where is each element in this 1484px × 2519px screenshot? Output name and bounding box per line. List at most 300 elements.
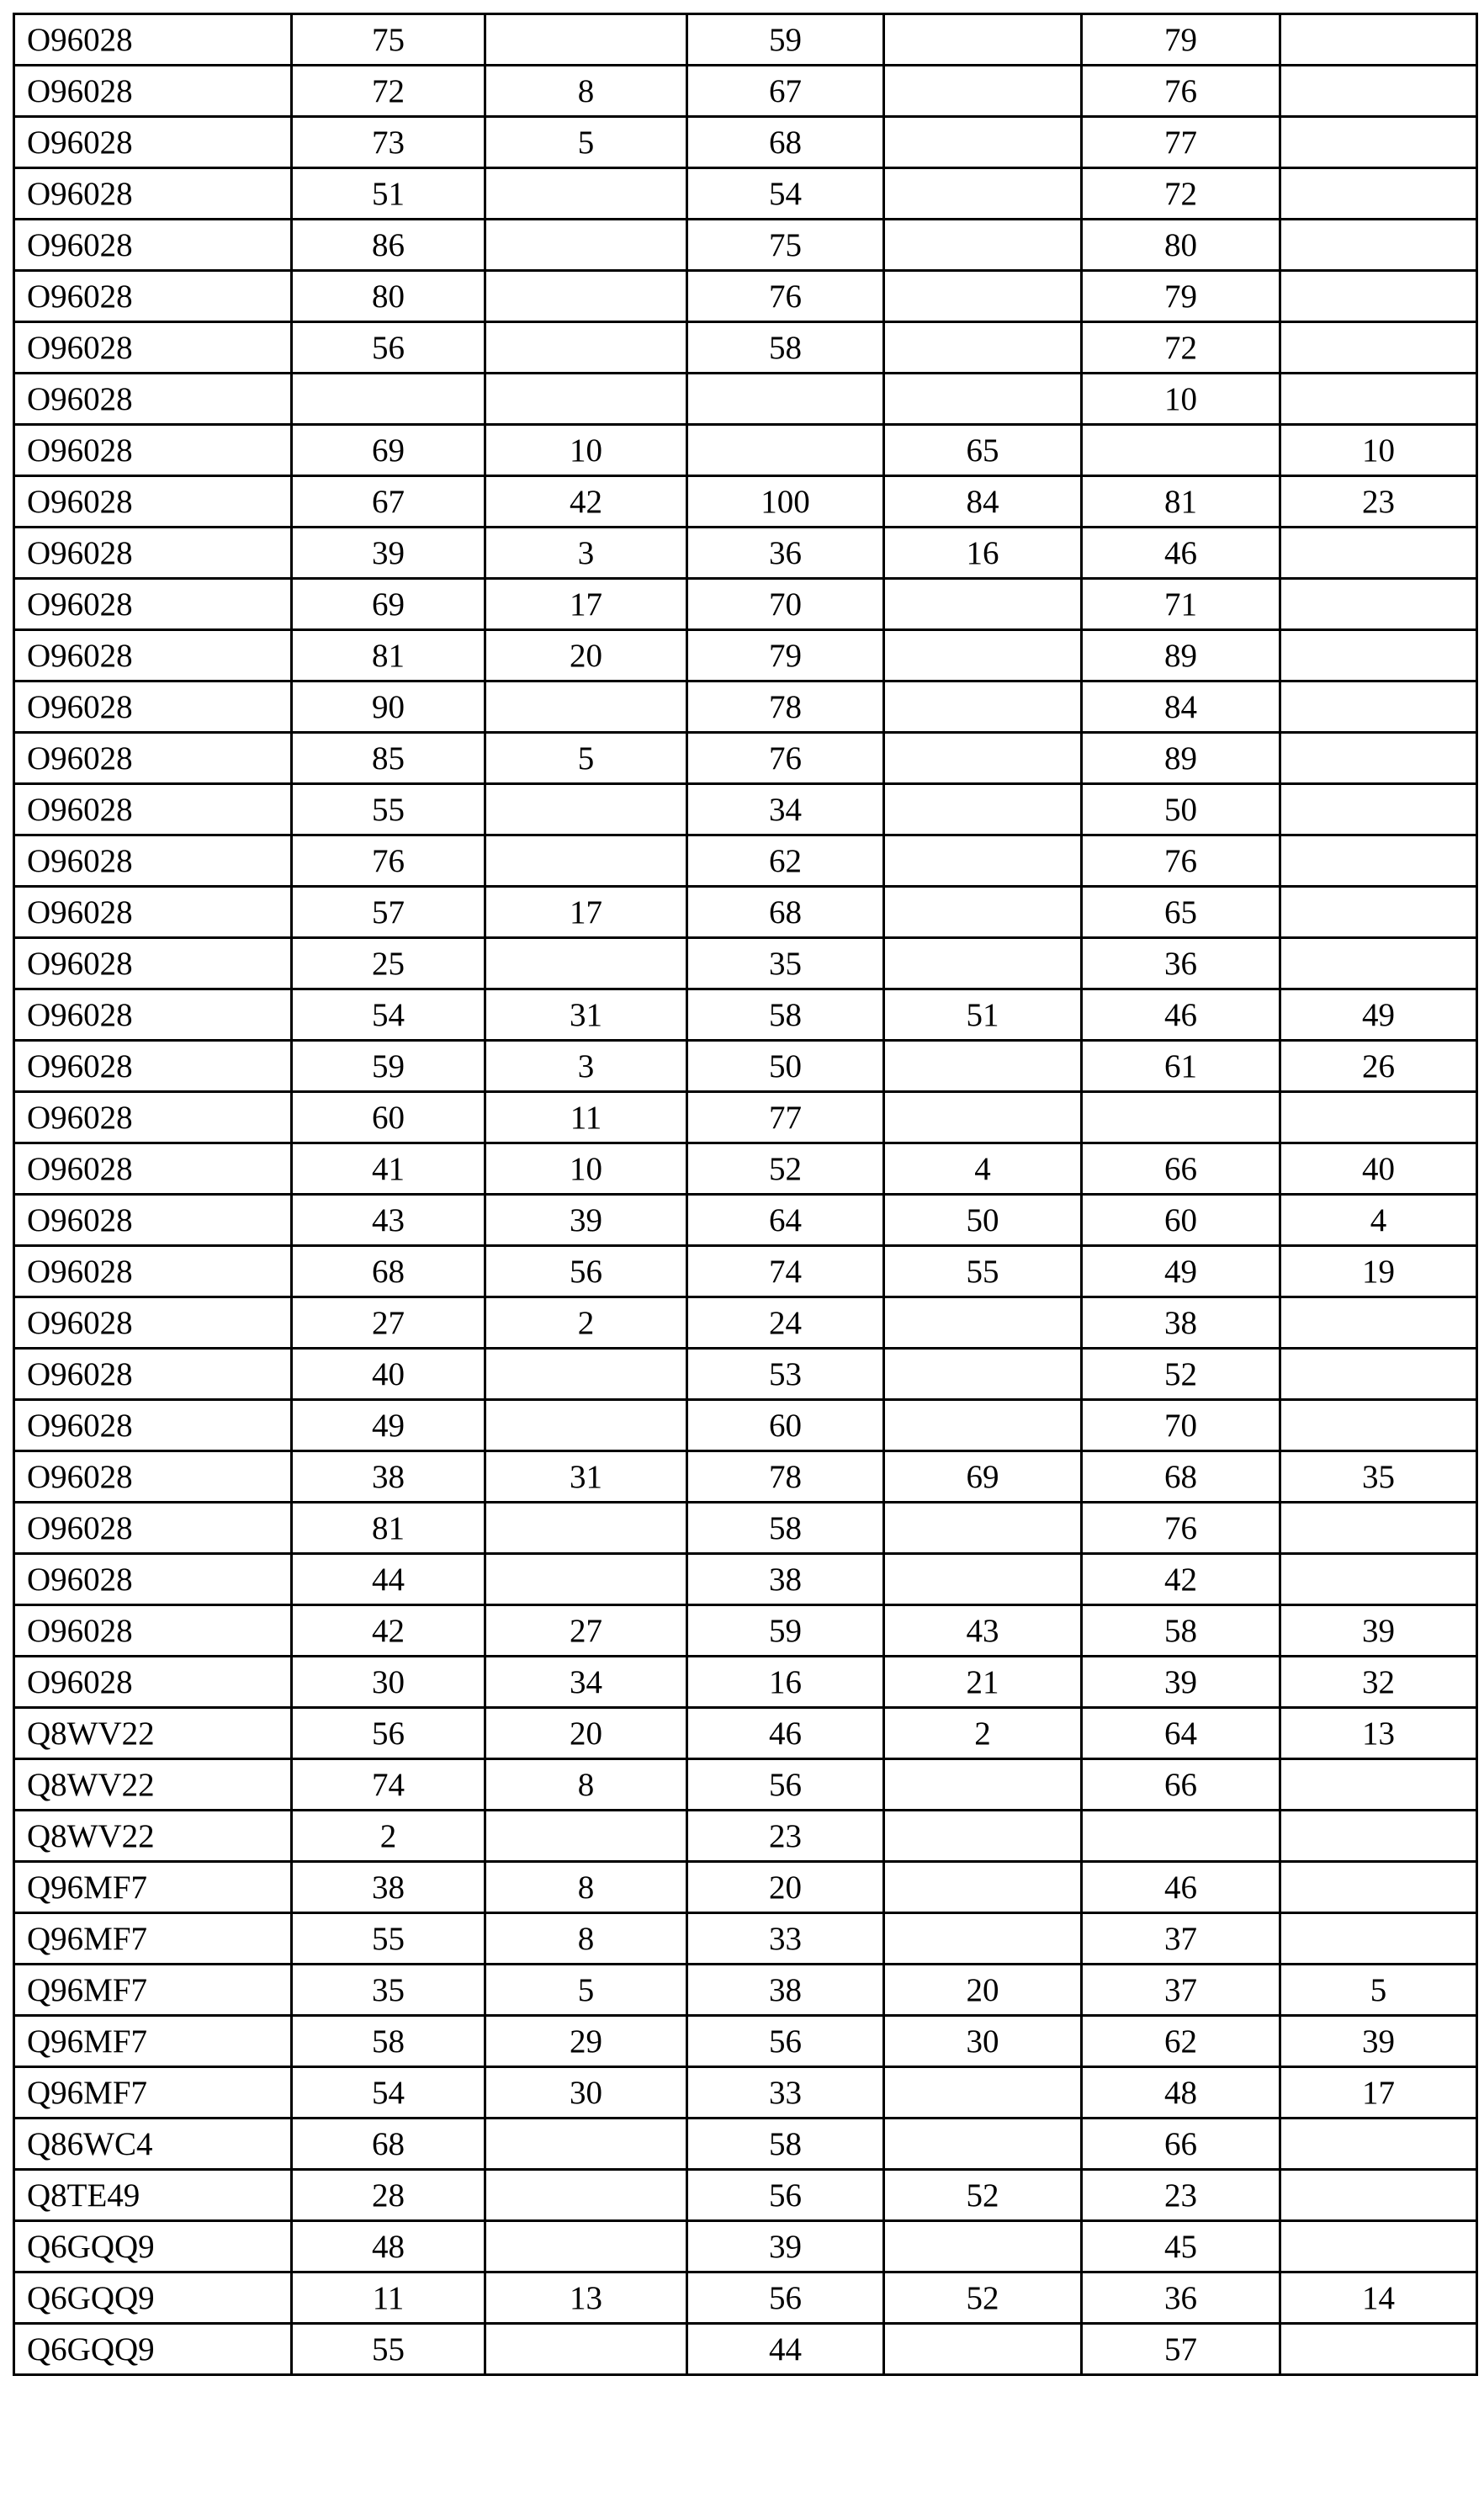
value-cell-col2: 27: [485, 1605, 687, 1657]
value-cell-col5: 65: [1082, 887, 1280, 938]
value-cell-col4: [884, 938, 1082, 989]
value-cell-col2: 39: [485, 1195, 687, 1246]
value-cell-col3: 58: [687, 322, 884, 374]
value-cell-col1: 28: [292, 2170, 485, 2221]
value-cell-col5: 62: [1082, 2016, 1280, 2067]
value-cell-col5: 81: [1082, 476, 1280, 528]
value-cell-col4: 2: [884, 1708, 1082, 1759]
value-cell-col5: 46: [1082, 528, 1280, 579]
value-cell-col4: [884, 1400, 1082, 1451]
value-cell-col2: [485, 2324, 687, 2375]
value-cell-col2: 3: [485, 528, 687, 579]
value-cell-col4: [884, 1554, 1082, 1605]
protein-id-cell: O96028: [14, 1451, 292, 1503]
protein-id-cell: O96028: [14, 938, 292, 989]
table-row: [14, 2221, 1477, 2272]
value-cell-col4: [884, 14, 1082, 66]
value-cell-col5: 36: [1082, 938, 1280, 989]
protein-id-cell: O96028: [14, 1400, 292, 1451]
value-cell-col4: [884, 1503, 1082, 1554]
value-cell-col6: 10: [1280, 425, 1477, 476]
value-cell-col4: [884, 579, 1082, 630]
protein-id-cell: O96028: [14, 1246, 292, 1297]
protein-id-cell: O96028: [14, 476, 292, 528]
value-cell-col4: [884, 2221, 1082, 2272]
value-cell-col1: 44: [292, 1554, 485, 1605]
table-row: [14, 528, 1477, 579]
value-cell-col3: 75: [687, 220, 884, 271]
value-cell-col2: 56: [485, 1246, 687, 1297]
value-cell-col1: 81: [292, 1503, 485, 1554]
value-cell-col2: [485, 681, 687, 733]
value-cell-col5: 72: [1082, 168, 1280, 220]
value-cell-col2: [485, 168, 687, 220]
value-cell-col4: [884, 2119, 1082, 2170]
value-cell-col3: 44: [687, 2324, 884, 2375]
value-cell-col1: 90: [292, 681, 485, 733]
value-cell-col6: 4: [1280, 1195, 1477, 1246]
value-cell-col6: [1280, 784, 1477, 835]
protein-id-cell: O96028: [14, 271, 292, 322]
protein-id-cell: Q8WV22: [14, 1708, 292, 1759]
value-cell-col6: [1280, 271, 1477, 322]
value-cell-col1: 55: [292, 2324, 485, 2375]
value-cell-col4: 21: [884, 1657, 1082, 1708]
value-cell-col2: [485, 374, 687, 425]
value-cell-col5: 61: [1082, 1041, 1280, 1092]
table-row: [14, 1246, 1477, 1297]
protein-id-cell: Q8WV22: [14, 1759, 292, 1811]
value-cell-col5: 79: [1082, 14, 1280, 66]
value-cell-col5: [1082, 1092, 1280, 1143]
value-cell-col5: 10: [1082, 374, 1280, 425]
value-cell-col3: 38: [687, 1965, 884, 2016]
table-row: [14, 168, 1477, 220]
value-cell-col4: [884, 733, 1082, 784]
value-cell-col3: 74: [687, 1246, 884, 1297]
value-cell-col6: [1280, 938, 1477, 989]
protein-id-cell: O96028: [14, 168, 292, 220]
value-cell-col4: 4: [884, 1143, 1082, 1195]
value-cell-col6: [1280, 1554, 1477, 1605]
value-cell-col2: [485, 220, 687, 271]
table-row: [14, 1605, 1477, 1657]
protein-id-cell: O96028: [14, 989, 292, 1041]
table-row: [14, 733, 1477, 784]
value-cell-col6: [1280, 1092, 1477, 1143]
table-row: [14, 1349, 1477, 1400]
table-row: [14, 425, 1477, 476]
value-cell-col3: 59: [687, 1605, 884, 1657]
value-cell-col1: 69: [292, 425, 485, 476]
value-cell-col2: [485, 1400, 687, 1451]
value-cell-col6: [1280, 579, 1477, 630]
value-cell-col5: 37: [1082, 1965, 1280, 2016]
value-cell-col1: 54: [292, 989, 485, 1041]
value-cell-col3: 38: [687, 1554, 884, 1605]
value-cell-col1: 43: [292, 1195, 485, 1246]
value-cell-col4: [884, 1759, 1082, 1811]
value-cell-col1: 48: [292, 2221, 485, 2272]
table-row: [14, 938, 1477, 989]
protein-id-cell: Q6GQQ9: [14, 2272, 292, 2324]
protein-id-cell: O96028: [14, 1297, 292, 1349]
value-cell-col6: [1280, 528, 1477, 579]
value-cell-col6: 14: [1280, 2272, 1477, 2324]
value-cell-col6: [1280, 835, 1477, 887]
protein-id-cell: O96028: [14, 1092, 292, 1143]
table-row: [14, 2170, 1477, 2221]
value-cell-col1: [292, 374, 485, 425]
value-cell-col5: 36: [1082, 2272, 1280, 2324]
value-cell-col2: 8: [485, 1913, 687, 1965]
table-row: [14, 835, 1477, 887]
protein-id-cell: O96028: [14, 66, 292, 117]
value-cell-col4: [884, 887, 1082, 938]
value-cell-col1: 58: [292, 2016, 485, 2067]
value-cell-col2: [485, 271, 687, 322]
value-cell-col2: 29: [485, 2016, 687, 2067]
value-cell-col6: 19: [1280, 1246, 1477, 1297]
table-row: [14, 2119, 1477, 2170]
value-cell-col2: [485, 2221, 687, 2272]
value-cell-col5: 76: [1082, 835, 1280, 887]
table-row: [14, 1708, 1477, 1759]
value-cell-col1: 68: [292, 2119, 485, 2170]
value-cell-col6: [1280, 322, 1477, 374]
value-cell-col3: 23: [687, 1811, 884, 1862]
protein-id-cell: O96028: [14, 1349, 292, 1400]
value-cell-col3: 77: [687, 1092, 884, 1143]
table-row: [14, 2324, 1477, 2375]
value-cell-col2: [485, 1503, 687, 1554]
value-cell-col4: [884, 322, 1082, 374]
value-cell-col1: 41: [292, 1143, 485, 1195]
value-cell-col4: [884, 784, 1082, 835]
table-row: [14, 476, 1477, 528]
protein-id-cell: O96028: [14, 1041, 292, 1092]
table-row: [14, 1503, 1477, 1554]
value-cell-col1: 86: [292, 220, 485, 271]
value-cell-col3: 56: [687, 2170, 884, 2221]
data-table: [13, 13, 1478, 2376]
value-cell-col6: [1280, 630, 1477, 681]
table-row: [14, 1451, 1477, 1503]
value-cell-col1: 56: [292, 1708, 485, 1759]
protein-id-cell: Q6GQQ9: [14, 2324, 292, 2375]
protein-id-cell: O96028: [14, 14, 292, 66]
table-row: [14, 1297, 1477, 1349]
value-cell-col6: [1280, 168, 1477, 220]
value-cell-col6: [1280, 1400, 1477, 1451]
table-row: [14, 2272, 1477, 2324]
table-row: [14, 1400, 1477, 1451]
value-cell-col1: 68: [292, 1246, 485, 1297]
value-cell-col2: 20: [485, 630, 687, 681]
value-cell-col1: 25: [292, 938, 485, 989]
value-cell-col4: [884, 168, 1082, 220]
table-row: [14, 989, 1477, 1041]
value-cell-col2: 31: [485, 1451, 687, 1503]
value-cell-col5: 77: [1082, 117, 1280, 168]
protein-id-cell: O96028: [14, 425, 292, 476]
value-cell-col4: [884, 1811, 1082, 1862]
value-cell-col2: 8: [485, 66, 687, 117]
value-cell-col4: [884, 630, 1082, 681]
value-cell-col2: [485, 1811, 687, 1862]
value-cell-col6: 39: [1280, 2016, 1477, 2067]
value-cell-col6: [1280, 1811, 1477, 1862]
value-cell-col3: 70: [687, 579, 884, 630]
value-cell-col2: 30: [485, 2067, 687, 2119]
value-cell-col2: [485, 1349, 687, 1400]
value-cell-col3: [687, 425, 884, 476]
value-cell-col1: 38: [292, 1862, 485, 1913]
table-row: [14, 271, 1477, 322]
value-cell-col4: [884, 1862, 1082, 1913]
value-cell-col6: [1280, 1503, 1477, 1554]
protein-id-cell: O96028: [14, 1554, 292, 1605]
value-cell-col5: 66: [1082, 1143, 1280, 1195]
value-cell-col5: 57: [1082, 2324, 1280, 2375]
value-cell-col4: [884, 117, 1082, 168]
protein-id-cell: Q86WC4: [14, 2119, 292, 2170]
value-cell-col1: 11: [292, 2272, 485, 2324]
value-cell-col1: 54: [292, 2067, 485, 2119]
value-cell-col6: 13: [1280, 1708, 1477, 1759]
value-cell-col3: [687, 374, 884, 425]
value-cell-col5: 46: [1082, 1862, 1280, 1913]
protein-id-cell: Q96MF7: [14, 1913, 292, 1965]
protein-id-cell: O96028: [14, 374, 292, 425]
protein-id-cell: Q8TE49: [14, 2170, 292, 2221]
value-cell-col1: 67: [292, 476, 485, 528]
value-cell-col3: 52: [687, 1143, 884, 1195]
value-cell-col1: 55: [292, 784, 485, 835]
value-cell-col6: [1280, 681, 1477, 733]
value-cell-col6: [1280, 733, 1477, 784]
value-cell-col5: 38: [1082, 1297, 1280, 1349]
value-cell-col3: 56: [687, 2016, 884, 2067]
value-cell-col4: [884, 1041, 1082, 1092]
value-cell-col2: [485, 2119, 687, 2170]
value-cell-col6: [1280, 1759, 1477, 1811]
value-cell-col3: 20: [687, 1862, 884, 1913]
table-row: [14, 66, 1477, 117]
value-cell-col2: 17: [485, 887, 687, 938]
value-cell-col4: 52: [884, 2272, 1082, 2324]
protein-id-cell: O96028: [14, 528, 292, 579]
value-cell-col3: 35: [687, 938, 884, 989]
value-cell-col5: 70: [1082, 1400, 1280, 1451]
value-cell-col1: 27: [292, 1297, 485, 1349]
value-cell-col4: 84: [884, 476, 1082, 528]
value-cell-col5: 37: [1082, 1913, 1280, 1965]
protein-id-cell: Q96MF7: [14, 2067, 292, 2119]
value-cell-col2: [485, 322, 687, 374]
table-row: [14, 1811, 1477, 1862]
table-row: [14, 2016, 1477, 2067]
value-cell-col1: 51: [292, 168, 485, 220]
value-cell-col6: [1280, 887, 1477, 938]
value-cell-col3: 58: [687, 989, 884, 1041]
value-cell-col3: 79: [687, 630, 884, 681]
value-cell-col1: 39: [292, 528, 485, 579]
value-cell-col6: 32: [1280, 1657, 1477, 1708]
value-cell-col4: 43: [884, 1605, 1082, 1657]
value-cell-col2: 8: [485, 1759, 687, 1811]
protein-id-cell: O96028: [14, 1657, 292, 1708]
value-cell-col1: 38: [292, 1451, 485, 1503]
value-cell-col1: 72: [292, 66, 485, 117]
value-cell-col5: 48: [1082, 2067, 1280, 2119]
value-cell-col5: 46: [1082, 989, 1280, 1041]
value-cell-col4: 20: [884, 1965, 1082, 2016]
protein-id-cell: Q96MF7: [14, 2016, 292, 2067]
value-cell-col6: [1280, 14, 1477, 66]
table-row: [14, 1195, 1477, 1246]
value-cell-col2: [485, 835, 687, 887]
value-cell-col2: 13: [485, 2272, 687, 2324]
value-cell-col1: 35: [292, 1965, 485, 2016]
value-cell-col3: 58: [687, 1503, 884, 1554]
protein-id-cell: O96028: [14, 887, 292, 938]
value-cell-col6: [1280, 374, 1477, 425]
value-cell-col2: 17: [485, 579, 687, 630]
protein-id-cell: O96028: [14, 835, 292, 887]
value-cell-col5: 71: [1082, 579, 1280, 630]
table-row: [14, 1759, 1477, 1811]
value-cell-col6: [1280, 66, 1477, 117]
value-cell-col1: 74: [292, 1759, 485, 1811]
value-cell-col6: [1280, 2324, 1477, 2375]
table-row: [14, 1554, 1477, 1605]
value-cell-col5: 64: [1082, 1708, 1280, 1759]
table-row: [14, 1143, 1477, 1195]
table-row: [14, 1041, 1477, 1092]
protein-id-cell: O96028: [14, 1503, 292, 1554]
value-cell-col5: 45: [1082, 2221, 1280, 2272]
value-cell-col6: [1280, 1349, 1477, 1400]
value-cell-col2: 10: [485, 1143, 687, 1195]
table-row: [14, 14, 1477, 66]
value-cell-col3: 34: [687, 784, 884, 835]
value-cell-col6: 23: [1280, 476, 1477, 528]
value-cell-col3: 54: [687, 168, 884, 220]
value-cell-col1: 76: [292, 835, 485, 887]
value-cell-col6: 17: [1280, 2067, 1477, 2119]
table-row: [14, 1657, 1477, 1708]
value-cell-col6: 26: [1280, 1041, 1477, 1092]
value-cell-col4: [884, 66, 1082, 117]
value-cell-col3: 76: [687, 733, 884, 784]
value-cell-col6: [1280, 1297, 1477, 1349]
value-cell-col1: 40: [292, 1349, 485, 1400]
table-row: [14, 2067, 1477, 2119]
value-cell-col4: 51: [884, 989, 1082, 1041]
value-cell-col6: 5: [1280, 1965, 1477, 2016]
value-cell-col1: 85: [292, 733, 485, 784]
value-cell-col1: 30: [292, 1657, 485, 1708]
value-cell-col2: 20: [485, 1708, 687, 1759]
value-cell-col3: 39: [687, 2221, 884, 2272]
value-cell-col3: 68: [687, 887, 884, 938]
value-cell-col5: 89: [1082, 733, 1280, 784]
value-cell-col5: 72: [1082, 322, 1280, 374]
protein-id-cell: O96028: [14, 117, 292, 168]
value-cell-col6: [1280, 1913, 1477, 1965]
value-cell-col6: [1280, 2221, 1477, 2272]
value-cell-col2: 11: [485, 1092, 687, 1143]
value-cell-col3: 60: [687, 1400, 884, 1451]
value-cell-col4: [884, 1349, 1082, 1400]
value-cell-col2: [485, 938, 687, 989]
value-cell-col6: [1280, 2170, 1477, 2221]
value-cell-col3: 56: [687, 1759, 884, 1811]
value-cell-col4: [884, 220, 1082, 271]
value-cell-col5: 52: [1082, 1349, 1280, 1400]
value-cell-col3: 53: [687, 1349, 884, 1400]
value-cell-col3: 16: [687, 1657, 884, 1708]
value-cell-col5: 39: [1082, 1657, 1280, 1708]
value-cell-col6: 40: [1280, 1143, 1477, 1195]
value-cell-col1: 55: [292, 1913, 485, 1965]
value-cell-col5: 84: [1082, 681, 1280, 733]
protein-id-cell: O96028: [14, 630, 292, 681]
protein-id-cell: O96028: [14, 579, 292, 630]
table-row: [14, 1862, 1477, 1913]
value-cell-col5: 66: [1082, 1759, 1280, 1811]
value-cell-col4: [884, 2067, 1082, 2119]
value-cell-col3: 24: [687, 1297, 884, 1349]
value-cell-col6: 35: [1280, 1451, 1477, 1503]
value-cell-col4: [884, 1297, 1082, 1349]
value-cell-col6: [1280, 220, 1477, 271]
table-row: [14, 374, 1477, 425]
value-cell-col2: 31: [485, 989, 687, 1041]
value-cell-col5: 60: [1082, 1195, 1280, 1246]
value-cell-col2: [485, 2170, 687, 2221]
value-cell-col3: 59: [687, 14, 884, 66]
value-cell-col3: 36: [687, 528, 884, 579]
value-cell-col1: 59: [292, 1041, 485, 1092]
value-cell-col2: 42: [485, 476, 687, 528]
value-cell-col5: 76: [1082, 1503, 1280, 1554]
value-cell-col2: 5: [485, 733, 687, 784]
value-cell-col6: [1280, 2119, 1477, 2170]
protein-id-cell: O96028: [14, 322, 292, 374]
value-cell-col1: 75: [292, 14, 485, 66]
value-cell-col5: 76: [1082, 66, 1280, 117]
value-cell-col1: 42: [292, 1605, 485, 1657]
value-cell-col5: [1082, 1811, 1280, 1862]
value-cell-col1: 49: [292, 1400, 485, 1451]
value-cell-col2: 5: [485, 1965, 687, 2016]
value-cell-col3: 67: [687, 66, 884, 117]
value-cell-col4: 55: [884, 1246, 1082, 1297]
value-cell-col4: [884, 271, 1082, 322]
value-cell-col3: 62: [687, 835, 884, 887]
value-cell-col3: 58: [687, 2119, 884, 2170]
table-row: [14, 322, 1477, 374]
protein-id-cell: O96028: [14, 784, 292, 835]
table-row: [14, 117, 1477, 168]
value-cell-col2: 10: [485, 425, 687, 476]
value-cell-col5: 79: [1082, 271, 1280, 322]
value-cell-col4: [884, 835, 1082, 887]
protein-id-cell: O96028: [14, 1195, 292, 1246]
value-cell-col1: 69: [292, 579, 485, 630]
